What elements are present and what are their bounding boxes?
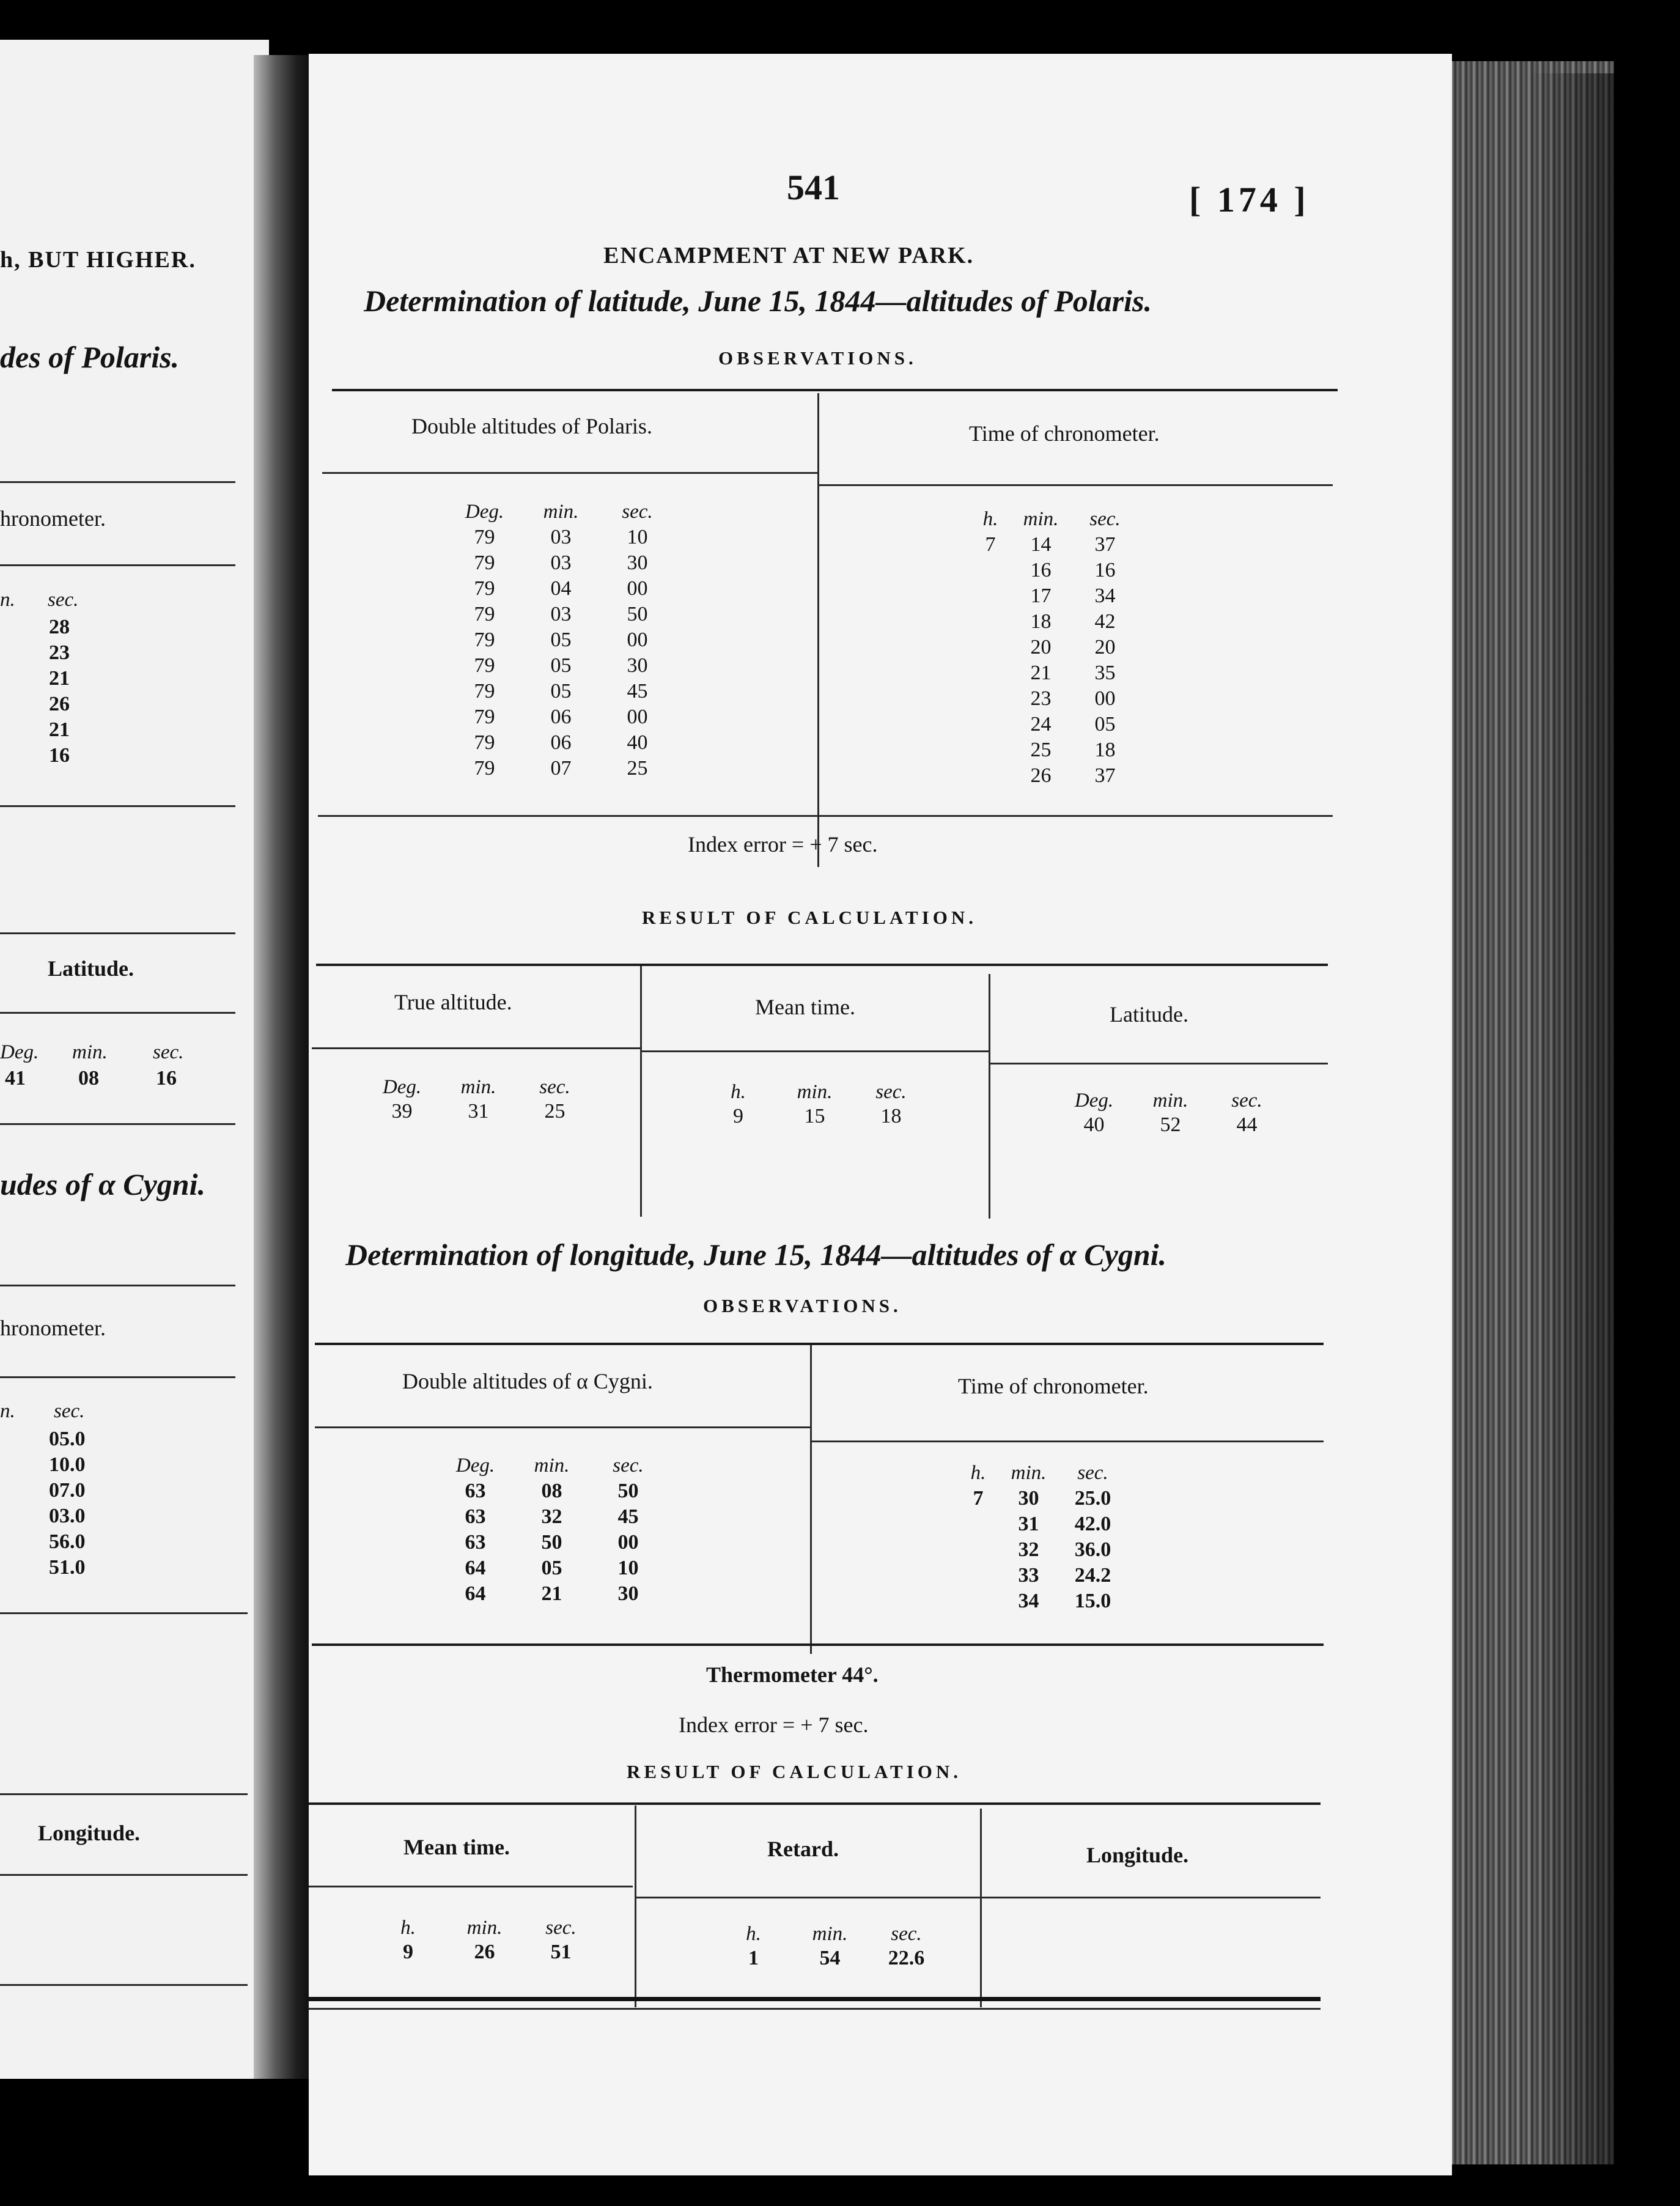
retard-cell: 22.6 — [888, 1947, 925, 1969]
latitude-cell: 52 — [1160, 1113, 1181, 1136]
true-altitude-cell: 25 — [544, 1100, 566, 1123]
altitude-cell: 04 — [550, 577, 572, 600]
left-lat-unit: sec. — [153, 1041, 184, 1063]
altitude-cell: 64 — [465, 1557, 486, 1579]
left-secs-list-2 — [49, 1426, 86, 1581]
left-rule — [0, 564, 235, 566]
unit-label: min. — [1023, 508, 1059, 530]
left-sec-value: 21 — [49, 667, 70, 690]
left-rule — [0, 1376, 235, 1378]
time-cell: 24.2 — [1074, 1564, 1111, 1587]
bracket-page-number: [ 174 ] — [1189, 180, 1310, 219]
altitude-cell: 00 — [627, 577, 648, 600]
left-unit-n-1: n. — [0, 589, 15, 611]
mean-time-cell: 18 — [880, 1105, 902, 1127]
column-divider — [989, 974, 990, 1219]
table-rule — [819, 484, 1333, 486]
left-lat-value: 16 — [156, 1067, 177, 1090]
result-head-retard: Retard. — [767, 1837, 839, 1861]
time-cell — [972, 609, 1009, 635]
time-cell — [960, 1537, 997, 1563]
left-rule — [0, 1123, 235, 1125]
altitude-cell: 63 — [465, 1531, 486, 1554]
altitude-cell: 05 — [550, 680, 572, 703]
longitude-section-title: Determination of longitude, June 15, 1844—altitudes of α Cygni. — [345, 1238, 1167, 1272]
index-error-1: Index error = + 7 sec. — [688, 832, 878, 857]
col-head-double-altitudes-polaris: Double altitudes of Polaris. — [411, 414, 652, 438]
time-cell: 25.0 — [1074, 1487, 1111, 1510]
left-running-head: h, BUT HIGHER. — [0, 247, 196, 273]
table-rule — [812, 1441, 1324, 1442]
table-rule — [642, 1050, 989, 1052]
time-cell: 20 — [1094, 636, 1116, 658]
unit-label: sec. — [1077, 1462, 1108, 1484]
table-rule — [312, 1047, 640, 1049]
altitude-cell: 79 — [474, 629, 495, 651]
col-head-time-chronometer-2: Time of chronometer. — [958, 1374, 1149, 1398]
left-lat-value: 08 — [78, 1067, 99, 1090]
altitude-cell: 63 — [465, 1480, 486, 1502]
time-cell — [972, 558, 1009, 583]
table-rule — [332, 389, 1338, 391]
altitude-cell: 05 — [550, 629, 572, 651]
mean-time-cell: 51 — [550, 1941, 572, 1963]
time-cell — [972, 686, 1009, 712]
left-sec-value: 28 — [49, 616, 70, 638]
cygni-times-table — [960, 1460, 1125, 1614]
left-sec-value: 03.0 — [49, 1505, 86, 1527]
left-rule — [0, 1012, 235, 1014]
mean-time-cell: 26 — [474, 1941, 495, 1963]
unit-label: sec. — [875, 1081, 907, 1103]
altitude-cell: 30 — [627, 654, 648, 677]
unit-label: Deg. — [465, 501, 504, 523]
left-col-head-2: hronometer. — [0, 1316, 106, 1340]
time-cell — [960, 1588, 997, 1614]
result-head-mean-time-2: Mean time. — [403, 1835, 510, 1859]
left-sec-value: 23 — [49, 641, 70, 664]
unit-label: min. — [543, 501, 579, 523]
main-page — [309, 54, 1452, 2175]
observations-label-2: OBSERVATIONS. — [703, 1295, 902, 1316]
time-cell: 05 — [1094, 713, 1116, 736]
time-cell — [972, 583, 1009, 609]
mean-time-1-values — [700, 1080, 929, 1129]
time-cell: 14 — [1030, 533, 1052, 556]
time-cell — [972, 737, 1009, 763]
true-altitude-cell: 39 — [391, 1100, 413, 1123]
time-cell: 7 — [973, 1487, 984, 1510]
time-cell — [972, 712, 1009, 737]
table-rule — [990, 1063, 1328, 1064]
column-divider — [980, 1809, 982, 2007]
unit-label: sec. — [1231, 1090, 1262, 1112]
altitude-cell: 63 — [465, 1505, 486, 1528]
time-cell: 36.0 — [1074, 1538, 1111, 1561]
time-cell — [960, 1563, 997, 1588]
unit-label: min. — [460, 1076, 496, 1098]
left-sec-value: 10.0 — [49, 1453, 86, 1476]
altitude-cell: 07 — [550, 757, 572, 780]
table-rule — [318, 815, 1333, 817]
time-cell: 17 — [1030, 585, 1052, 607]
left-rule — [0, 1793, 248, 1795]
altitude-cell: 79 — [474, 731, 495, 754]
left-title-1: des of Polaris. — [0, 340, 180, 374]
time-cell: 23 — [1030, 687, 1052, 710]
altitude-cell: 79 — [474, 577, 495, 600]
left-rule — [0, 932, 235, 934]
left-rule — [0, 1984, 248, 1986]
table-bottom-rule — [309, 2008, 1321, 2010]
left-lat-value: 41 — [5, 1067, 26, 1090]
left-rule — [0, 805, 235, 807]
result-head-mean-time-1: Mean time. — [755, 995, 855, 1019]
left-sec-value: 21 — [49, 718, 70, 741]
unit-label: sec. — [891, 1923, 922, 1945]
table-rule — [316, 964, 1328, 966]
altitude-cell: 50 — [541, 1531, 562, 1554]
table-rule — [312, 1643, 1324, 1646]
unit-label: sec. — [545, 1917, 577, 1939]
index-error-2: Index error = + 7 sec. — [679, 1713, 869, 1737]
altitude-cell: 79 — [474, 706, 495, 728]
time-cell: 42 — [1094, 610, 1116, 633]
altitude-cell: 64 — [465, 1582, 486, 1605]
result-head-latitude: Latitude. — [1110, 1002, 1188, 1027]
altitude-cell: 03 — [550, 526, 572, 548]
time-cell: 33 — [1018, 1564, 1039, 1587]
unit-label: min. — [812, 1923, 848, 1945]
latitude-cell: 44 — [1236, 1113, 1258, 1136]
true-altitude-cell: 31 — [468, 1100, 489, 1123]
left-rule — [0, 1612, 248, 1614]
mean-time-2-values — [370, 1916, 599, 1964]
left-lat-unit: min. — [72, 1041, 108, 1063]
altitude-cell: 06 — [550, 706, 572, 728]
altitude-cell: 45 — [627, 680, 648, 703]
time-cell — [960, 1511, 997, 1537]
altitude-cell: 03 — [550, 552, 572, 574]
altitude-cell: 79 — [474, 680, 495, 703]
table-rule — [309, 1886, 633, 1887]
result-label-2: RESULT OF CALCULATION. — [627, 1761, 962, 1782]
unit-label: Deg. — [455, 1455, 495, 1477]
left-rule — [0, 1285, 235, 1286]
time-cell: 32 — [1018, 1538, 1039, 1561]
altitude-cell: 05 — [550, 654, 572, 677]
time-cell — [972, 660, 1009, 686]
left-rule — [0, 1874, 248, 1876]
column-divider — [640, 966, 642, 1217]
unit-label: sec. — [539, 1076, 570, 1098]
time-cell: 15.0 — [1074, 1590, 1111, 1612]
table-rule — [309, 1802, 1321, 1805]
retard-cell: 1 — [748, 1947, 759, 1969]
left-sec-value: 07.0 — [49, 1479, 86, 1502]
thermometer-reading: Thermometer 44°. — [706, 1662, 879, 1687]
column-divider — [817, 393, 819, 867]
page-edge-shadow — [1528, 73, 1614, 2164]
time-cell — [972, 635, 1009, 660]
time-cell: 35 — [1094, 662, 1116, 684]
left-sec-value: 56.0 — [49, 1530, 86, 1553]
left-title-2: udes of α Cygni. — [0, 1167, 206, 1201]
column-divider — [810, 1345, 812, 1654]
left-rule — [0, 481, 235, 483]
left-unit-sec-2: sec. — [54, 1400, 85, 1422]
left-col-head-1: hronometer. — [0, 506, 106, 531]
time-cell: 20 — [1030, 636, 1052, 658]
col-head-double-altitudes-cygni: Double altitudes of α Cygni. — [402, 1369, 653, 1393]
unit-label: Deg. — [382, 1076, 422, 1098]
left-sec-value: 26 — [49, 693, 70, 715]
altitude-cell: 10 — [617, 1557, 639, 1579]
unit-label: min. — [797, 1081, 833, 1103]
left-page-fragment — [0, 40, 269, 2079]
retard-values — [715, 1922, 945, 1971]
time-cell: 42.0 — [1074, 1513, 1111, 1535]
altitude-cell: 79 — [474, 526, 495, 548]
altitude-cell: 79 — [474, 603, 495, 625]
unit-label: sec. — [613, 1455, 644, 1477]
time-cell: 30 — [1018, 1487, 1039, 1510]
retard-cell: 54 — [819, 1947, 841, 1969]
time-cell: 37 — [1094, 533, 1116, 556]
column-divider — [635, 1806, 636, 2007]
left-secs-list-1 — [49, 614, 70, 769]
altitude-cell: 79 — [474, 654, 495, 677]
left-longitude-head: Longitude. — [38, 1821, 141, 1845]
table-rule — [315, 1426, 810, 1428]
unit-label: h. — [746, 1923, 761, 1945]
result-label-1: RESULT OF CALCULATION. — [642, 907, 978, 928]
mean-time-cell: 15 — [804, 1105, 825, 1127]
result-head-true-altitude: True altitude. — [394, 990, 512, 1014]
altitude-cell: 25 — [627, 757, 648, 780]
time-cell: 26 — [1030, 764, 1052, 787]
result-head-longitude: Longitude. — [1086, 1843, 1189, 1867]
altitude-cell: 08 — [541, 1480, 562, 1502]
altitude-cell: 32 — [541, 1505, 562, 1528]
time-cell: 16 — [1094, 559, 1116, 581]
altitude-cell: 03 — [550, 603, 572, 625]
time-cell: 34 — [1018, 1590, 1039, 1612]
altitude-cell: 30 — [617, 1582, 639, 1605]
cygni-altitudes-table — [437, 1453, 666, 1607]
time-cell: 18 — [1030, 610, 1052, 633]
unit-label: min. — [466, 1917, 503, 1939]
time-cell: 16 — [1030, 559, 1052, 581]
table-bottom-rule — [309, 1997, 1321, 2001]
time-cell: 24 — [1030, 713, 1052, 736]
altitude-cell: 00 — [627, 629, 648, 651]
polaris-times-table — [972, 506, 1137, 789]
altitude-cell: 10 — [627, 526, 648, 548]
altitude-cell: 30 — [627, 552, 648, 574]
encampment-heading: ENCAMPMENT AT NEW PARK. — [603, 243, 974, 268]
latitude-section-title: Determination of latitude, June 15, 1844—altitudes of Polaris. — [364, 284, 1152, 318]
left-sec-value: 05.0 — [49, 1428, 86, 1450]
unit-label: Deg. — [1074, 1090, 1114, 1112]
unit-label: h. — [731, 1081, 746, 1103]
altitude-cell: 05 — [541, 1557, 562, 1579]
altitude-cell: 40 — [627, 731, 648, 754]
altitude-cell: 00 — [617, 1531, 639, 1554]
unit-label: sec. — [1089, 508, 1121, 530]
unit-label: sec. — [622, 501, 653, 523]
time-cell: 34 — [1094, 585, 1116, 607]
latitude-cell: 40 — [1083, 1113, 1105, 1136]
book-gutter — [254, 55, 315, 2079]
time-cell: 31 — [1018, 1513, 1039, 1535]
unit-label: min. — [534, 1455, 570, 1477]
left-unit-n-2: n. — [0, 1400, 15, 1422]
left-lat-unit: Deg. — [0, 1041, 39, 1063]
time-cell: 37 — [1094, 764, 1116, 787]
altitude-cell: 50 — [627, 603, 648, 625]
unit-label: h. — [970, 1462, 986, 1484]
altitude-cell: 50 — [617, 1480, 639, 1502]
unit-label: h. — [400, 1917, 416, 1939]
true-altitude-values — [364, 1075, 593, 1124]
time-cell: 25 — [1030, 739, 1052, 761]
unit-label: h. — [982, 508, 998, 530]
unit-label: min. — [1011, 1462, 1047, 1484]
time-cell: 21 — [1030, 662, 1052, 684]
time-cell: 7 — [985, 533, 996, 556]
time-cell: 00 — [1094, 687, 1116, 710]
altitude-cell: 45 — [617, 1505, 639, 1528]
left-latitude-head: Latitude. — [48, 956, 134, 981]
col-head-time-chronometer-1: Time of chronometer. — [969, 421, 1160, 446]
latitude-values — [1056, 1088, 1285, 1137]
table-rule — [322, 472, 817, 474]
altitude-cell: 79 — [474, 757, 495, 780]
observations-label-1: OBSERVATIONS. — [718, 347, 917, 369]
left-unit-sec-1: sec. — [48, 589, 79, 611]
altitude-cell: 06 — [550, 731, 572, 754]
unit-label: min. — [1152, 1090, 1188, 1112]
table-rule — [636, 1897, 1321, 1898]
polaris-altitudes-table — [446, 499, 676, 781]
left-sec-value: 51.0 — [49, 1556, 86, 1579]
left-sec-value: 16 — [49, 744, 70, 767]
altitude-cell: 79 — [474, 552, 495, 574]
page-number: 541 — [787, 168, 840, 207]
altitude-cell: 21 — [541, 1582, 562, 1605]
altitude-cell: 00 — [627, 706, 648, 728]
mean-time-cell: 9 — [733, 1105, 743, 1127]
time-cell: 18 — [1094, 739, 1116, 761]
mean-time-cell: 9 — [403, 1941, 413, 1963]
time-cell — [972, 763, 1009, 789]
table-rule — [315, 1343, 1324, 1345]
